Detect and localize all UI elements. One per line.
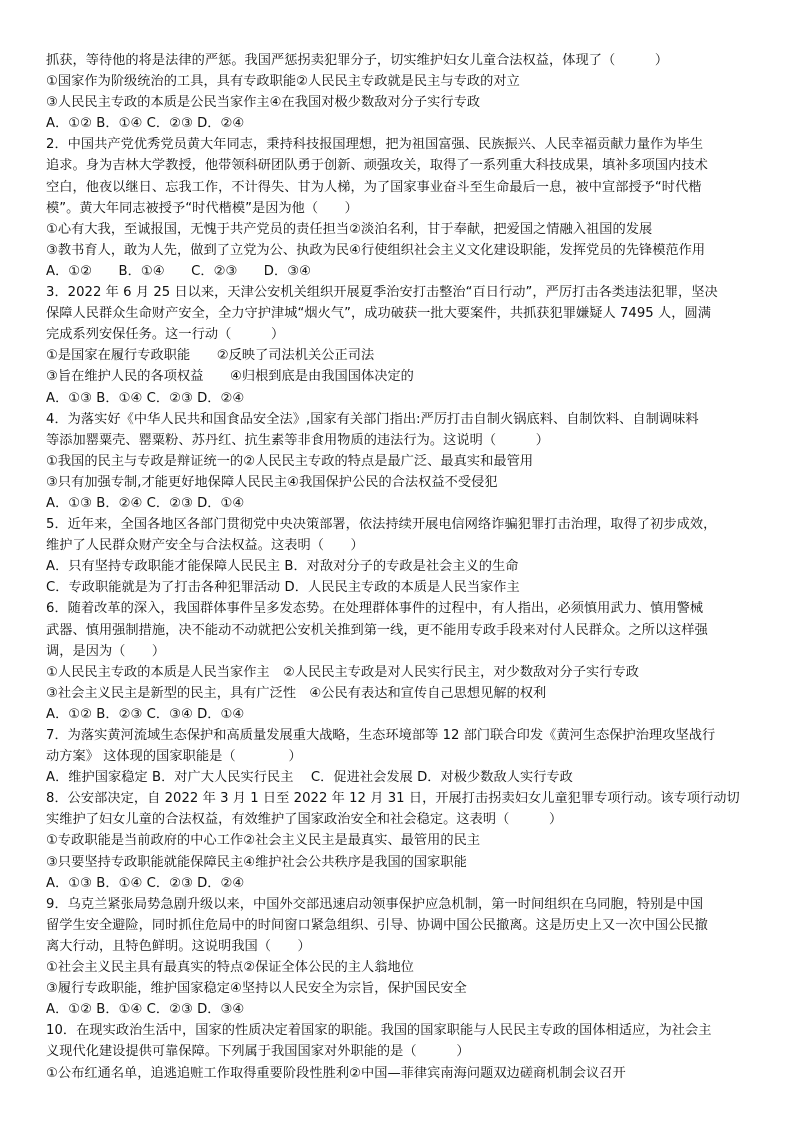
text-line: 实维护了妇女儿童的合法权益，有效维护了国家政治安全和社会稳定。这表明（ ） <box>46 812 563 828</box>
text-line: 调，是因为（ ） <box>46 643 166 659</box>
text-line: 8．公安部决定，自 2022 年 3 月 1 日至 2022 年 12 月 31 日，开展打击拐卖妇女儿童犯罪专项行动。该专项行动切 <box>46 791 740 807</box>
text-line: A．①③ B．①④ C．②③ D．②④ <box>46 390 245 406</box>
text-line: 5．近年来，全国各地区各部门贯彻党中央决策部署，依法持续开展电信网络诈骗犯罪打击治理，取得了初步成效， <box>46 517 717 533</box>
text-line: ③履行专政职能，维护国家稳定④坚持以人民安全为宗旨，保护国民安全 <box>46 981 467 997</box>
text-line: 空白，他夜以继日、忘我工作，不计得失、甘为人梯，为了国家事业奋斗至生命最后一息，被中宣部授予“时代楷 <box>46 179 702 195</box>
text-line: 义现代化建设提供可靠保障。下列属于我国国家对外职能的是（ ） <box>46 1044 470 1060</box>
text-line: ①人民民主专政的本质是人民当家作主 ②人民民主专政是对人民实行民主，对少数敌对分子实行专政 <box>46 664 639 680</box>
text-line: ①是国家在履行专政职能 ②反映了司法机关公正司法 <box>46 348 375 364</box>
text-line: ①我国的民主与专政是辩证统一的②人民民主专政的特点是最广泛、最真实和最管用 <box>46 453 534 469</box>
text-line: ③教书育人，敢为人先，做到了立党为公、执政为民④行使组织社会主义文化建设职能，发挥党员的先锋模范作用 <box>46 242 706 258</box>
exam-page <box>46 50 758 1084</box>
text-line: A．①③ B．②④ C．②③ D．①④ <box>46 495 245 511</box>
text-line: A．①② B．①④ C．②③ D．③④ <box>46 1002 245 1018</box>
text-line: ①心有大我，至诚报国，无愧于共产党员的责任担当②淡泊名利，甘于奉献，把爱国之情融入祖国的发展 <box>46 221 653 237</box>
text-line: 7．为落实黄河流域生态保护和高质量发展重大战略，生态环境部等 12 部门联合印发《黄河生态保护治理攻坚战行 <box>46 728 716 743</box>
text-line: 留学生安全避险，同时抓住危局中的时间窗口紧急组织、引导、协调中国公民撤离。这是历史上又一次中国公民撤 <box>46 917 708 933</box>
text-line: 等添加罂粟壳、罂粟粉、苏丹红、抗生素等非食用物质的违法行为。这说明（ ） <box>46 432 550 448</box>
text-line: ①国家作为阶级统治的工具，具有专政职能②人民民主专政就是民主与专政的对立 <box>46 74 520 90</box>
text-line: A．维护国家稳定 B．对广大人民实行民主 C．促进社会发展 D．对极少数敌人实行专政 <box>46 770 573 786</box>
text-line: 追求。身为吉林大学教授，他带领科研团队勇于创新、顽强攻关，取得了一系列重大科技成果，填补多项国内技术 <box>46 158 708 174</box>
text-line: A．只有坚持专政职能才能保障人民民主 B．对敌对分子的专政是社会主义的生命 <box>46 559 519 575</box>
text-line: 维护了人民群众财产安全与合法权益。这表明（ ） <box>46 538 364 554</box>
text-line: 6．随着改革的深入，我国群体事件呈多发态势。在处理群体事件的过程中，有人指出，必须慎用武力、慎用警械 <box>46 601 704 617</box>
text-line: 3．2022 年 6 月 25 日以来，天津公安机关组织开展夏季治安打击整治“百日行动”，严厉打击各类违法犯罪，坚决 <box>46 285 718 301</box>
text-line: 完成系列安保任务。这一行动（ ） <box>46 327 285 343</box>
text-line: 4．为落实好《中华人民共和国食品安全法》,国家有关部门指出:严厉打击自制火锅底料、自制饮料、自制调味料 <box>46 411 699 427</box>
text-line: ③人民民主专政的本质是公民当家作主④在我国对极少数敌对分子实行专政 <box>46 95 481 111</box>
text-line: ③旨在维护人民的各项权益 ④归根到底是由我国国体决定的 <box>46 369 414 385</box>
text-line: A．①③ B．①④ C．②③ D．②④ <box>46 875 245 891</box>
text-line: 动方案》 这体现的国家职能是（ ） <box>46 749 302 765</box>
text-line: ①社会主义民主具有最真实的特点②保证全体公民的主人翁地位 <box>46 960 414 976</box>
text-line: A．①② B．①④ C．②③ D．③④ <box>46 263 311 279</box>
text-line: 9．乌克兰紧张局势急剧升级以来，中国外交部迅速启动领事保护应急机制，第一时间组织在乌同胞，特别是中国 <box>46 896 704 912</box>
text-line: 模”。黄大年同志被授予“时代楷模”是因为他（ ） <box>46 200 358 216</box>
text-line: A．①② B．①④ C．②③ D．②④ <box>46 116 245 132</box>
text-line: C．专政职能就是为了打击各种犯罪活动 D．人民民主专政的本质是人民当家作主 <box>46 580 520 596</box>
text-line: ③只要坚持专政职能就能保障民主④维护社会公共秩序是我国的国家职能 <box>46 854 467 870</box>
text-line: ①专政职能是当前政府的中心工作②社会主义民主是最真实、最管用的民主 <box>46 833 481 849</box>
text-line: 武器、慎用强制措施，决不能动不动就把公安机关推到第一线，更不能用专政手段来对付人民群众。之所以这样强 <box>46 622 708 638</box>
text-line: 10．在现实政治生活中，国家的性质决定着国家的职能。我国的国家职能与人民民主专政的国体相适应，为社会主 <box>46 1023 712 1039</box>
text-line: 离大行动，且特色鲜明。这说明我国（ ） <box>46 938 311 954</box>
text-line: ①公布红通名单，追逃追赃工作取得重要阶段性胜利②中国—菲律宾南海问题双边磋商机制会议召开 <box>46 1065 626 1081</box>
text-line: ③只有加强专制,才能更好地保障人民民主④我国保护公民的合法权益不受侵犯 <box>46 474 498 490</box>
text-line: 抓获，等待他的将是法律的严惩。我国严惩拐卖犯罪分子，切实维护妇女儿童合法权益，体现了（ ） <box>46 53 669 68</box>
text-line: 保障人民群众生命财产安全，全力守护津城“烟火气”，成功破获一批大要案件，共抓获犯罪嫌疑人 7495 人，圆满 <box>46 306 711 322</box>
text-line: ③社会主义民主是新型的民主，具有广泛性 ④公民有表达和宣传自己思想见解的权利 <box>46 685 547 701</box>
text-line: 2．中国共产党优秀党员黄大年同志，秉持科技报国理想，把为祖国富强、民族振兴、人民幸福贡献力量作为毕生 <box>46 137 704 153</box>
text-line: A．①② B．②③ C．③④ D．①④ <box>46 706 245 722</box>
